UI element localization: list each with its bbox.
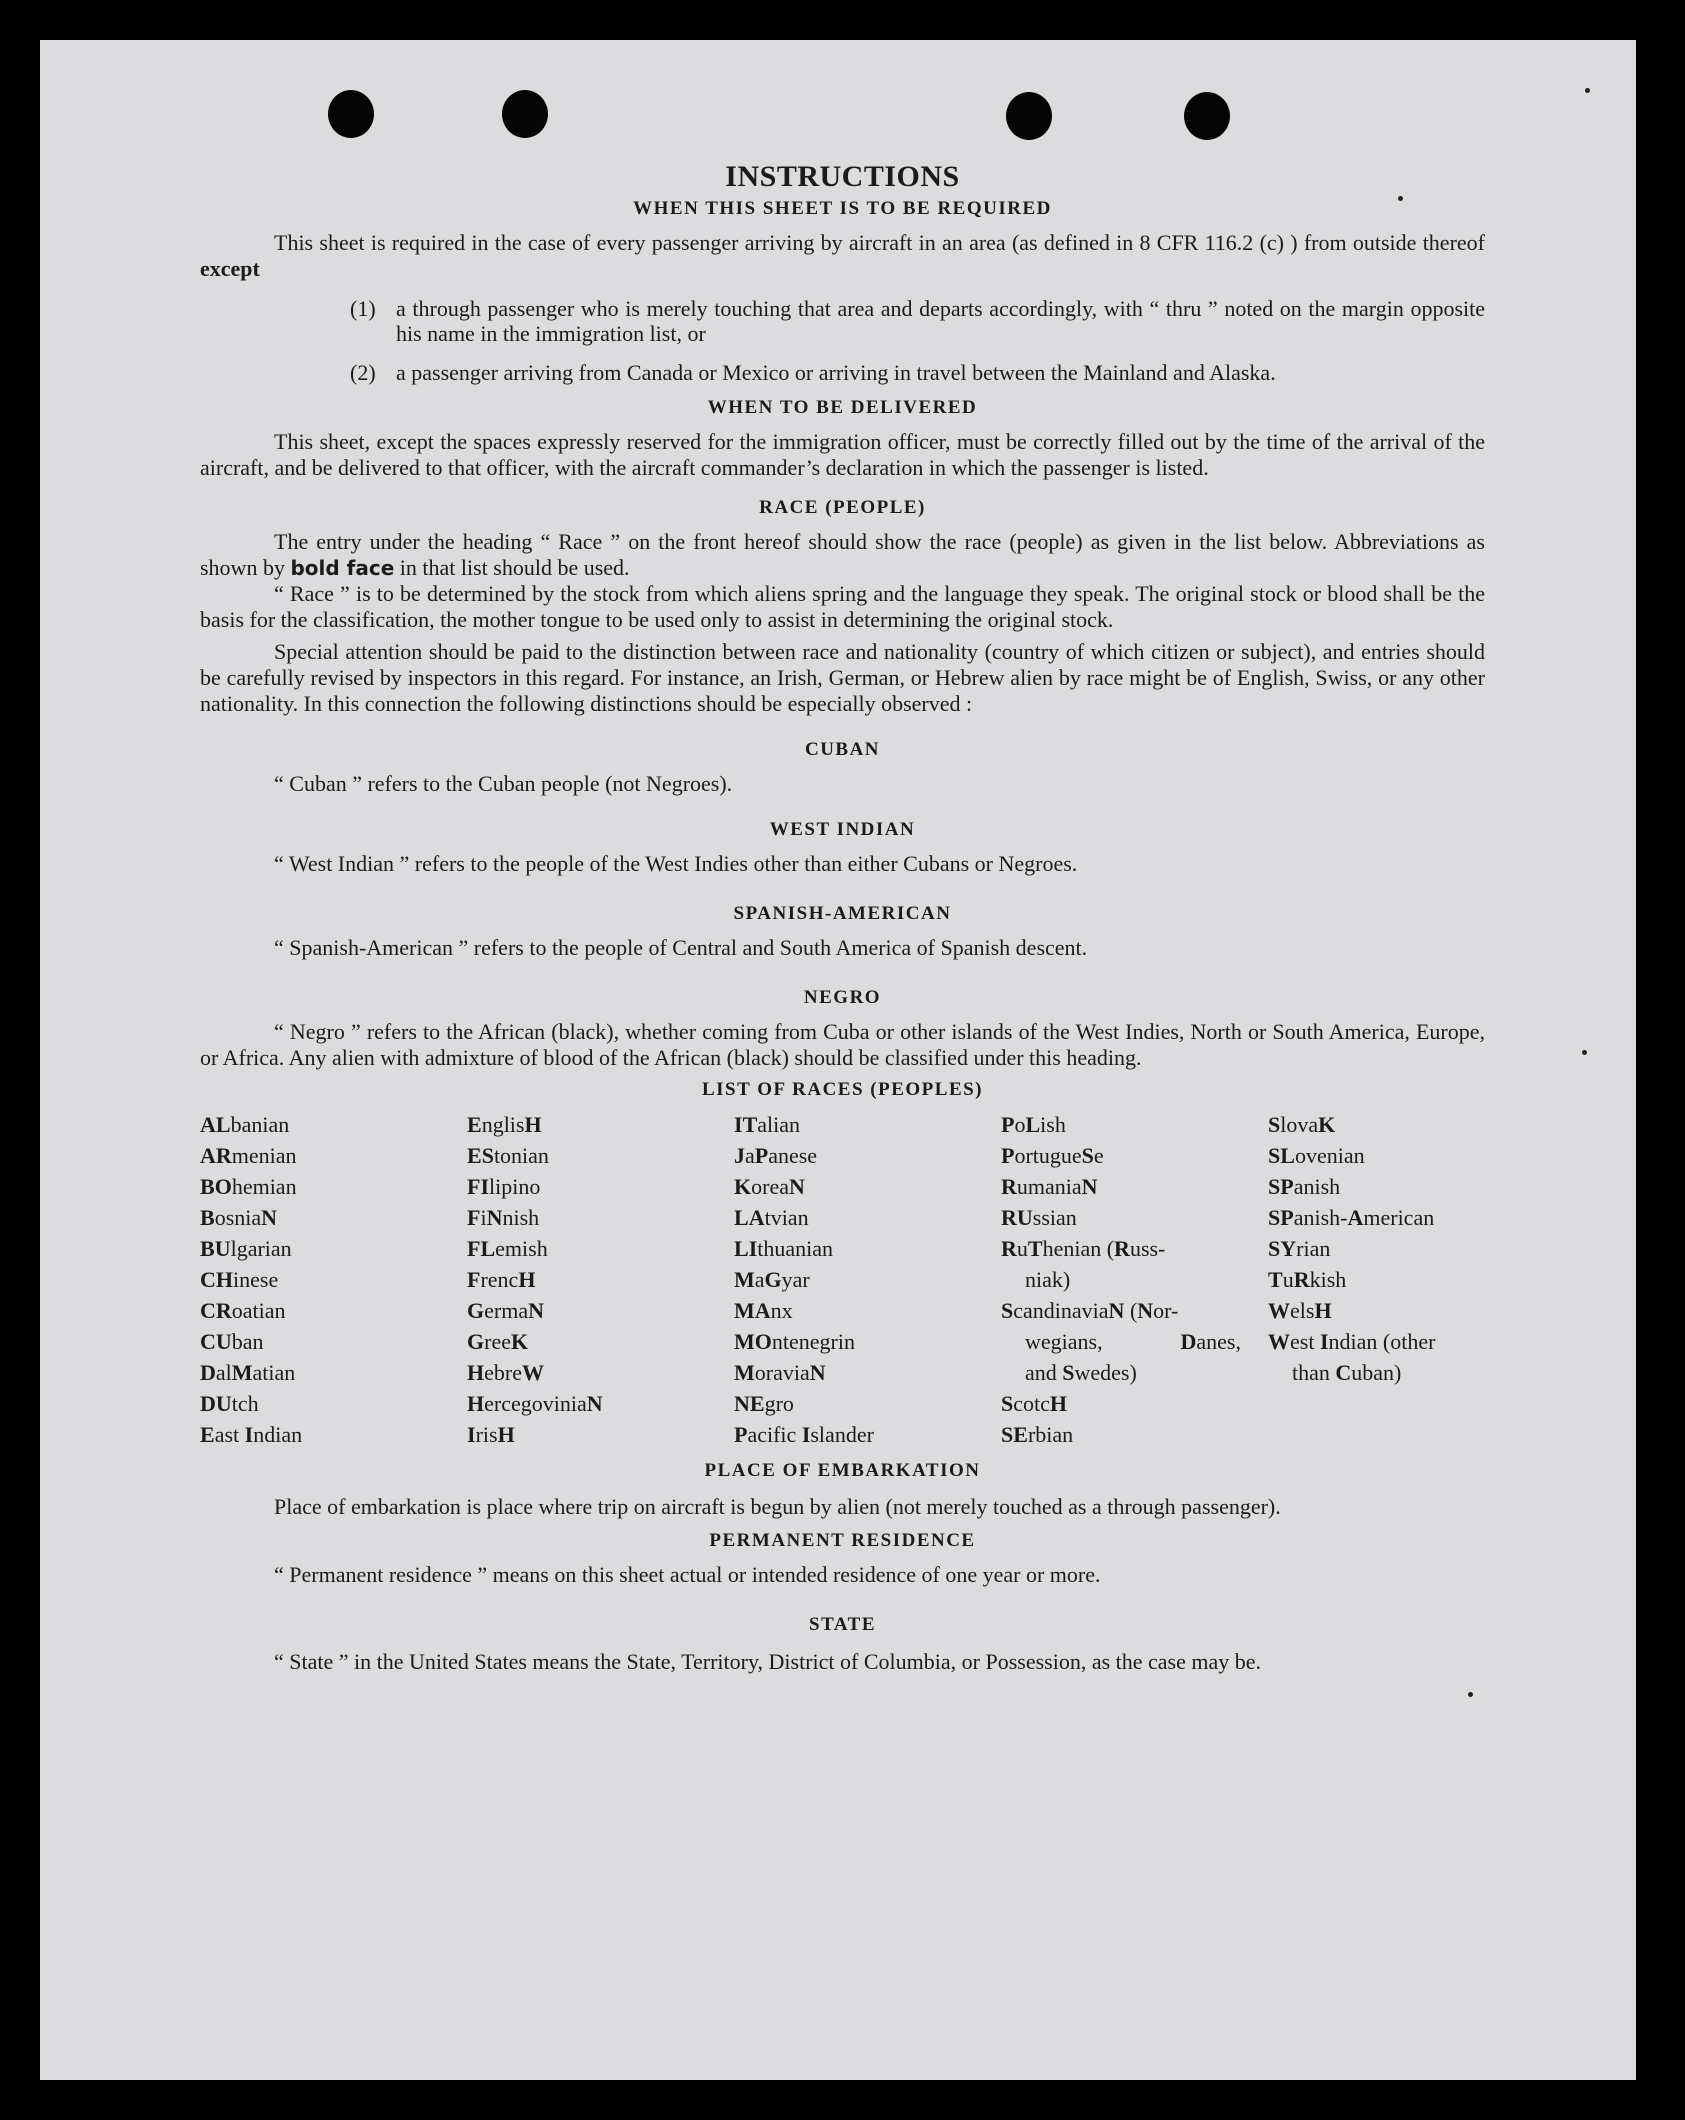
race-entry: RumaniaN [1001,1174,1098,1199]
race-entry: GreeK [467,1329,529,1354]
state-text: “ State ” in the United States means the State, Territory, District of Columbia, or Possession, as the case may be. [274,1649,1262,1674]
race-entry: FiNnish [467,1205,540,1230]
heading-embarkation: PLACE OF EMBARKATION [704,1460,981,1481]
race-entry: Pacific Islander [734,1422,874,1447]
race-entry: BOhemian [200,1174,297,1199]
race-entry: JaPanese [734,1143,818,1168]
race-entry: BosniaN [200,1205,278,1230]
race-entry: CHinese [200,1267,279,1292]
race-paragraph-3: Special attention should be paid to the distinction between race and nationality (country of which citizen or subject), and entries should be carefully revised by inspectors in this regard. For instance, an Irish, German, or Hebrew alien by race might be of English, Swiss, or any other nationality. In this connection the following distinctions should be especially observed : [200,639,1485,716]
race-entry: SPanish-American [1268,1205,1435,1230]
west-indian-text: “ West Indian ” refers to the people of the West Indies other than either Cubans or Negroes. [274,851,1078,876]
race-entry: SPanish [1268,1174,1341,1199]
race-entry: ARmenian [200,1143,297,1168]
races-column-4 [1001,1109,1268,1450]
race-entry: MOntenegrin [734,1329,855,1354]
heading-permanent-residence: PERMANENT RESIDENCE [709,1530,976,1551]
race-entry: FrencH [467,1267,536,1292]
races-column-1 [200,1109,467,1450]
race-paragraph-2: “ Race ” is to be determined by the stock from which aliens spring and the language they speak. The original stock or blood shall be the basis for the classification, the mother tongue to be used only to assist in determining the original stock. [200,581,1485,632]
punch-hole [1184,92,1230,140]
race-entry: RuThenian (Russ- [1001,1236,1166,1261]
race-entry: ScandinaviaN (Nor- [1001,1298,1179,1323]
race-entry: East Indian [200,1422,303,1447]
list-item: (1) a through passenger who is merely touching that area and departs accordingly, with “ thru ” noted on the margin opposite his name in the immigration list, or [350,296,1485,346]
race-entry: and Swedes) [1025,1360,1137,1385]
punch-hole [502,90,548,138]
race-entry: PoLish [1001,1112,1066,1137]
race-entry: IrisH [467,1422,515,1447]
race-entry: CUban [200,1329,264,1354]
race-entry: SYrian [1268,1236,1331,1261]
speck [1582,1050,1587,1055]
document-page [40,40,1636,2080]
speck [1585,88,1590,93]
race-entry: HebreW [467,1360,544,1385]
race-entry: MoraviaN [734,1360,826,1385]
heading-list-of-races: LIST OF RACES (PEOPLES) [701,1079,984,1100]
race-entry: LIthuanian [734,1236,834,1261]
race-entry: FLemish [467,1236,548,1261]
race-entry: MaGyar [734,1267,810,1292]
punch-hole [328,90,374,138]
race-entry: FIlipino [467,1174,541,1199]
races-list [200,1109,1485,1450]
heading-spanish-american: SPANISH-AMERICAN [733,903,952,924]
race-entry: DUtch [200,1391,259,1416]
race-entry: BUlgarian [200,1236,292,1261]
race-entry: niak) [1025,1267,1071,1292]
race-entry: ScotcH [1001,1391,1068,1416]
race-entry: West Indian (other [1268,1329,1436,1354]
race-entry: GermaN [467,1298,544,1323]
race-entry: NEgro [734,1391,794,1416]
races-column-3 [734,1109,1001,1450]
race-entry: MAnx [734,1298,793,1323]
heading-west-indian: WEST INDIAN [769,819,916,840]
race-entry: ALbanian [200,1112,290,1137]
race-entry: EStonian [467,1143,549,1168]
list-item: (2) a passenger arriving from Canada or Mexico or arriving in travel between the Mainland and Alaska. [350,360,1276,385]
race-entry: EnglisH [467,1112,542,1137]
heading-when-delivered: WHEN TO BE DELIVERED [707,397,978,418]
race-entry: wegians, Danes, [1025,1329,1241,1354]
race-entry: PortugueSe [1001,1143,1104,1168]
race-entry: CRoatian [200,1298,286,1323]
negro-text: “ Negro ” refers to the African (black), whether coming from Cuba or other islands of the West Indies, North or South America, Europe, or Africa. Any alien with admixture of blood of the African (black) should be classified under this heading. [200,1019,1485,1070]
speck [1468,1692,1473,1697]
embarkation-text: Place of embarkation is place where trip on aircraft is begun by alien (not merely touched as a through passenger). [274,1494,1281,1519]
race-entry: LAtvian [734,1205,809,1230]
races-column-2 [467,1109,734,1450]
heading-cuban: CUBAN [804,739,881,760]
punch-hole [1006,92,1052,140]
heading-race: RACE (PEOPLE) [759,497,926,518]
heading-negro: NEGRO [803,987,882,1008]
race-entry: TuRkish [1268,1267,1347,1292]
race-entry: SErbian [1001,1422,1074,1447]
heading-when-required: WHEN THIS SHEET IS TO BE REQUIRED [633,198,1052,219]
page-title: INSTRUCTIONS [725,160,960,193]
race-entry: DalMatian [200,1360,296,1385]
heading-state: STATE [809,1614,876,1635]
races-column-5 [1268,1109,1485,1450]
race-entry: KoreaN [734,1174,805,1199]
instructions-body [200,160,1485,1678]
residence-text: “ Permanent residence ” means on this sheet actual or intended residence of one year or more. [274,1562,1101,1587]
race-entry: HercegoviniaN [467,1391,603,1416]
delivered-text: This sheet, except the spaces expressly reserved for the immigration officer, must be correctly filled out by the time of the arrival of the aircraft, and be delivered to that officer, with the aircraft commander’s declaration in which the passenger is listed. [200,429,1485,480]
race-entry: SlovaK [1268,1112,1336,1137]
race-paragraph-1: The entry under the heading “ Race ” on the front hereof should show the race (people) as given in the list below. Abbreviations as shown by bold face in that list should be used. [200,529,1485,580]
required-intro: This sheet is required in the case of every passenger arriving by aircraft in an area (as defined in 8 CFR 116.2 (c) ) from outside thereof except [200,230,1485,281]
race-entry: RUssian [1001,1205,1077,1230]
race-entry: ITalian [734,1112,801,1137]
race-entry: WelsH [1268,1298,1332,1323]
cuban-text: “ Cuban ” refers to the Cuban people (not Negroes). [274,771,733,796]
race-entry: than Cuban) [1292,1360,1402,1385]
race-entry: SLovenian [1268,1143,1365,1168]
except-bold: except [200,256,260,281]
spanish-american-text: “ Spanish-American ” refers to the people of Central and South America of Spanish descent. [274,935,1088,960]
